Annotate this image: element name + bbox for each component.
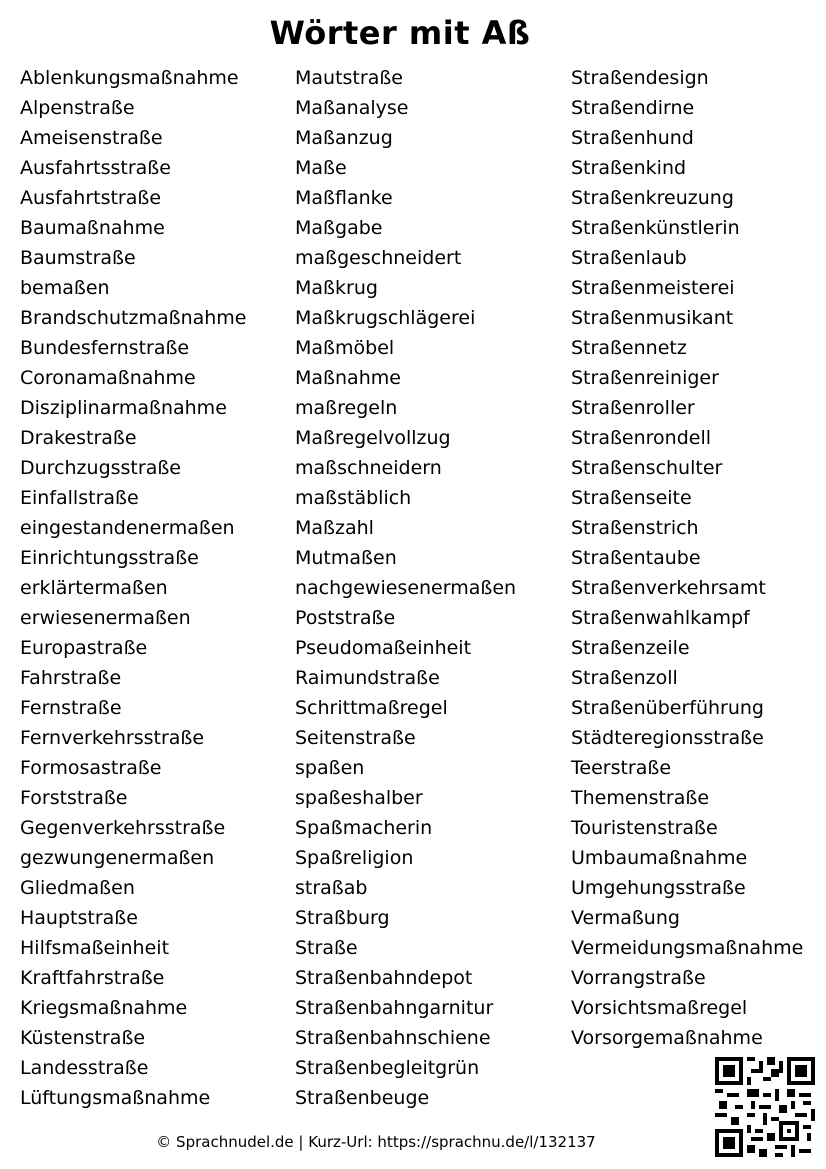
word-item: Küstenstraße: [20, 1027, 146, 1049]
word-item: Straßenbegleitgrün: [295, 1057, 480, 1079]
word-item: Straßenbahnschiene: [295, 1027, 491, 1049]
word-item: Poststraße: [295, 607, 396, 629]
word-item: Straßenbahndepot: [295, 967, 473, 989]
word-item: bemaßen: [20, 277, 110, 299]
word-item: Einfallstraße: [20, 487, 139, 509]
page-title: Wörter mit Aß: [269, 14, 531, 52]
word-item: Spaßreligion: [295, 847, 414, 869]
word-item: Mautstraße: [295, 67, 403, 89]
word-item: Durchzugsstraße: [20, 457, 181, 479]
word-item: erwiesenermaßen: [20, 607, 191, 629]
word-item: spaßen: [295, 757, 365, 779]
word-item: Straßenseite: [571, 487, 692, 509]
word-item: Straßendirne: [571, 97, 695, 119]
word-item: Drakestraße: [20, 427, 137, 449]
word-item: Umgehungsstraße: [571, 877, 746, 899]
word-item: Fernverkehrsstraße: [20, 727, 205, 749]
word-item: Forststraße: [20, 787, 128, 809]
word-item: Ausfahrtstraße: [20, 187, 162, 209]
word-item: Teerstraße: [571, 757, 672, 779]
word-item: Umbaumaßnahme: [571, 847, 748, 869]
word-item: Gegenverkehrsstraße: [20, 817, 226, 839]
word-item: Maßmöbel: [295, 337, 395, 359]
word-item: Maßnahme: [295, 367, 401, 389]
word-item: Straßenwahlkampf: [571, 607, 750, 629]
qr-code-icon[interactable]: [715, 1057, 815, 1157]
word-item: Hauptstraße: [20, 907, 138, 929]
word-item: Maßgabe: [295, 217, 383, 239]
word-item: Lüftungsmaßnahme: [20, 1087, 211, 1109]
word-item: Straßenkreuzung: [571, 187, 734, 209]
word-item: Mutmaßen: [295, 547, 397, 569]
word-item: Schrittmaßregel: [295, 697, 448, 719]
footer-credit: © Sprachnudel.de | Kurz-Url: https://sprachnu.de/l/132137: [156, 1133, 596, 1151]
word-item: maßgeschneidert: [295, 247, 462, 269]
word-item: maßregeln: [295, 397, 398, 419]
word-item: Alpenstraße: [20, 97, 135, 119]
word-item: Raimundstraße: [295, 667, 440, 689]
word-item: Straßenreiniger: [571, 367, 719, 389]
word-item: Kriegsmaßnahme: [20, 997, 188, 1019]
word-item: Maßkrugschlägerei: [295, 307, 476, 329]
word-item: Baumstraße: [20, 247, 136, 269]
word-item: Straßenbeuge: [295, 1087, 430, 1109]
word-item: eingestandenermaßen: [20, 517, 235, 539]
word-item: Straßenkind: [571, 157, 687, 179]
word-item: Formosastraße: [20, 757, 162, 779]
word-item: Fernstraße: [20, 697, 122, 719]
word-item: Fahrstraße: [20, 667, 122, 689]
word-item: Vermaßung: [571, 907, 680, 929]
word-item: Vorrangstraße: [571, 967, 706, 989]
word-column-1: [20, 63, 247, 1113]
word-item: Themenstraße: [571, 787, 710, 809]
word-item: Straßenkünstlerin: [571, 217, 740, 239]
word-item: Ameisenstraße: [20, 127, 163, 149]
word-item: Städteregionsstraße: [571, 727, 764, 749]
word-item: Straßenlaub: [571, 247, 687, 269]
word-item: Straßennetz: [571, 337, 687, 359]
word-item: Touristenstraße: [571, 817, 718, 839]
word-item: Gliedmaßen: [20, 877, 135, 899]
word-item: gezwungenermaßen: [20, 847, 215, 869]
word-item: Straßenüberführung: [571, 697, 764, 719]
word-item: Bundesfernstraße: [20, 337, 190, 359]
word-item: straßab: [295, 877, 368, 899]
word-item: spaßeshalber: [295, 787, 423, 809]
word-item: Straßenverkehrsamt: [571, 577, 766, 599]
word-item: erklärtermaßen: [20, 577, 168, 599]
word-item: nachgewiesenermaßen: [295, 577, 517, 599]
word-item: Straßenhund: [571, 127, 694, 149]
word-item: Straßburg: [295, 907, 390, 929]
word-item: Coronamaßnahme: [20, 367, 196, 389]
word-item: Maßflanke: [295, 187, 393, 209]
word-item: Straßenzoll: [571, 667, 678, 689]
word-item: Maßanalyse: [295, 97, 409, 119]
word-item: Vorsichtsmaßregel: [571, 997, 748, 1019]
word-item: Brandschutzmaßnahme: [20, 307, 247, 329]
word-item: Straßentaube: [571, 547, 701, 569]
word-item: Straßenbahngarnitur: [295, 997, 494, 1019]
word-item: Straßenrondell: [571, 427, 712, 449]
word-item: Ablenkungsmaßnahme: [20, 67, 239, 89]
word-item: Straße: [295, 937, 358, 959]
word-item: Disziplinarmaßnahme: [20, 397, 227, 419]
word-item: Straßenmusikant: [571, 307, 734, 329]
word-item: maßstäblich: [295, 487, 412, 509]
word-item: Maßregelvollzug: [295, 427, 451, 449]
word-item: Einrichtungsstraße: [20, 547, 199, 569]
word-item: Seitenstraße: [295, 727, 416, 749]
word-item: Landesstraße: [20, 1057, 149, 1079]
word-item: Maßzahl: [295, 517, 374, 539]
word-item: Straßenroller: [571, 397, 695, 419]
word-column-2: [295, 63, 516, 1113]
word-item: Hilfsmaßeinheit: [20, 937, 170, 959]
word-item: Europastraße: [20, 637, 148, 659]
word-item: Straßenschulter: [571, 457, 723, 479]
word-item: Maßanzug: [295, 127, 393, 149]
word-item: Straßendesign: [571, 67, 709, 89]
word-item: Pseudomaßeinheit: [295, 637, 472, 659]
word-item: Maße: [295, 157, 347, 179]
word-item: Baumaßnahme: [20, 217, 165, 239]
word-item: Kraftfahrstraße: [20, 967, 165, 989]
word-item: Straßenzeile: [571, 637, 690, 659]
word-item: Maßkrug: [295, 277, 378, 299]
word-item: maßschneidern: [295, 457, 442, 479]
word-item: Ausfahrtsstraße: [20, 157, 171, 179]
word-column-3: [571, 63, 803, 1053]
word-item: Straßenmeisterei: [571, 277, 735, 299]
word-item: Vorsorgemaßnahme: [571, 1027, 763, 1049]
word-item: Spaßmacherin: [295, 817, 433, 839]
word-item: Straßenstrich: [571, 517, 699, 539]
word-item: Vermeidungsmaßnahme: [571, 937, 804, 959]
